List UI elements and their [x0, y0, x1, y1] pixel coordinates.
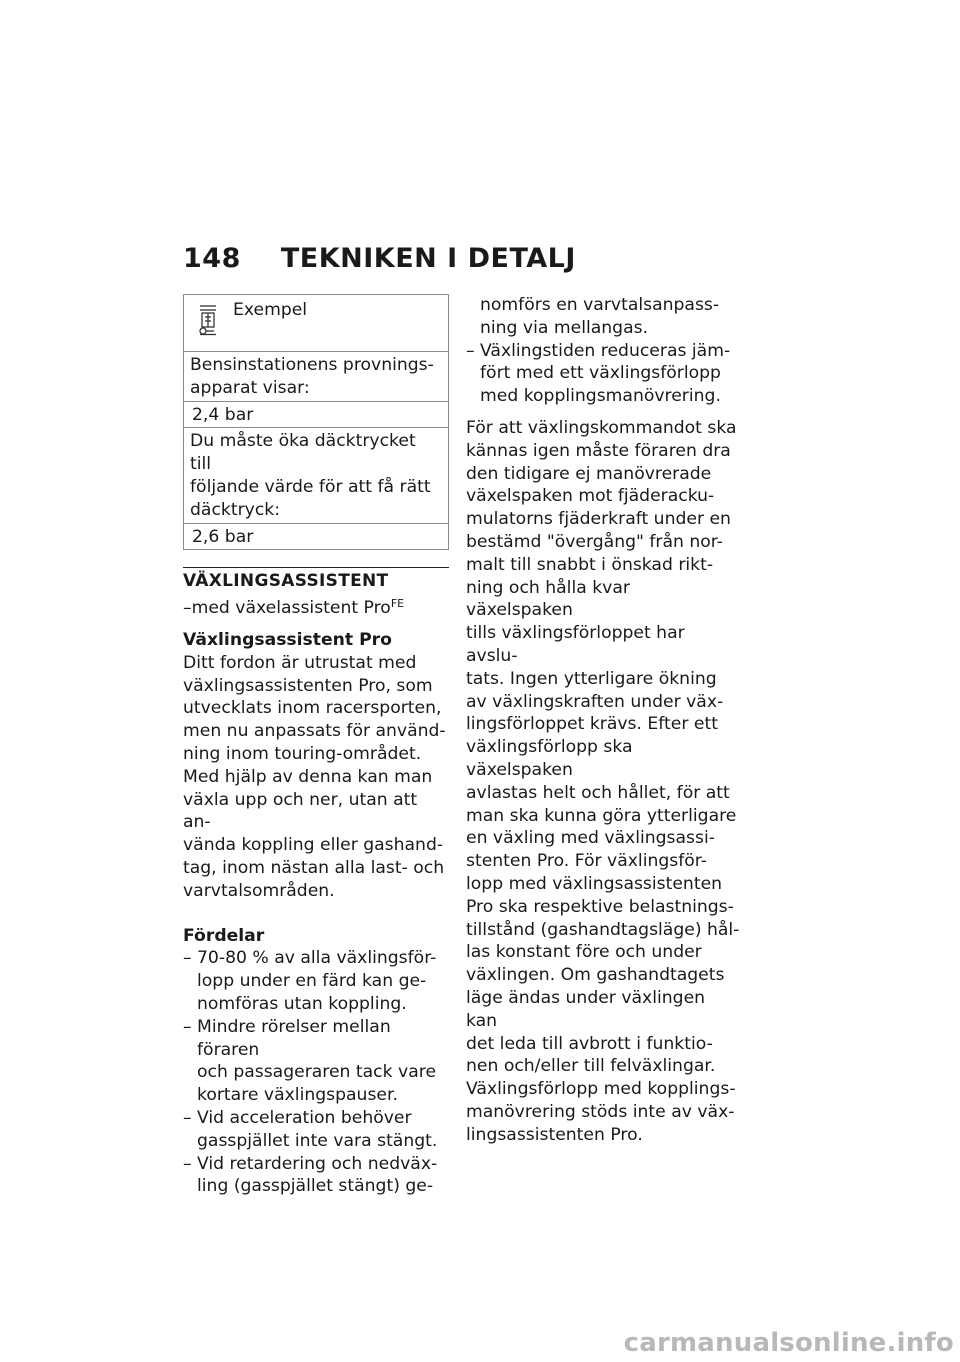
example-row: 2,4 bar	[184, 402, 448, 429]
equipment-note-text: –med växelassistent Pro	[183, 598, 391, 619]
list-item: – Växlingstiden reduceras jäm- fört med ett växlingsförlopp med kopplingsmanövrering.	[466, 340, 741, 408]
example-row: Du måste öka däcktrycket till följande värde för att få rätt däcktryck:	[184, 428, 448, 523]
left-column	[183, 294, 449, 1198]
list-item: – Vid acceleration behöver gasspjället inte vara stängt.	[183, 1107, 449, 1153]
equipment-note	[183, 597, 449, 620]
chapter-title: TEKNIKEN I DETALJ	[280, 243, 576, 274]
intro-paragraph: Ditt fordon är utrustat med växlingsassistenten Pro, som utvecklats inom racersporten, men nu anpassats för använd- ning inom touring-området. Med hjälp av denna kan man växla upp och ner, utan att an- vända koppling eller gashand- tag, inom nästan alla last- och varvtalsområden.	[183, 652, 446, 901]
advantages-list-continued	[466, 340, 741, 408]
equipment-code: FE	[390, 597, 405, 611]
list-item: – Vid retardering och nedväx- ling (gasspjället stängt) ge-	[183, 1153, 449, 1199]
watermark: carmanualsonline.info	[623, 1328, 954, 1358]
example-row: Bensinstationens provnings- apparat visar:	[184, 352, 448, 402]
example-header	[184, 295, 448, 352]
body-paragraph: För att växlingskommandot ska kännas igen måste föraren dra den tidigare ej manövrerade växelspaken mot fjäderacku- mulatorns fjäderkraft under en bestämd "övergång" från nor- malt till snabbt i önskad rikt- ning och hålla kvar växelspaken tills växlingsförloppet har avslu- tats. Ingen ytterligare ökning av växlingskraften under väx- lingsförloppet krävs. Efter ett växlingsförlopp ska växelspaken avlastas helt och hållet, för att man ska kunna göra ytterligare en växling med växlingsassi- stenten Pro. För växlingsför- lopp med växlingsassistenten Pro ska respektive belastnings- tillstånd (gashandtagsläge) hål- las konstant före och under växlingen. Om gashandtagets läge ändas under växlingen kan det leda till avbrott i funktio- nen och/eller till felväxlingar. Växlingsförlopp med kopplings- manövrering stöds inte av väx- lingsassistenten Pro.	[466, 417, 740, 1145]
list-item: – Mindre rörelser mellan föraren och passageraren tack vare kortare växlingspauser.	[183, 1016, 449, 1107]
section-title: VÄXLINGSASSISTENT	[183, 567, 449, 593]
page-number: 148	[183, 243, 241, 274]
advantages-list	[183, 947, 449, 1198]
right-column	[466, 294, 741, 1146]
measurement-gauge-icon	[196, 304, 220, 336]
list-item-continued: nomförs en varvtalsanpass- ning via mellangas.	[480, 295, 720, 338]
list-item: – 70-80 % av alla växlingsför- lopp under en färd kan ge- nomföras utan koppling.	[183, 947, 449, 1015]
advantages-title: Fördelar	[183, 925, 265, 946]
example-row: 2,6 bar	[192, 526, 254, 547]
example-box	[183, 294, 449, 550]
example-heading: Exempel	[233, 300, 308, 320]
page-header	[183, 243, 576, 274]
subsection-title: Växlingsassistent Pro	[183, 629, 392, 650]
